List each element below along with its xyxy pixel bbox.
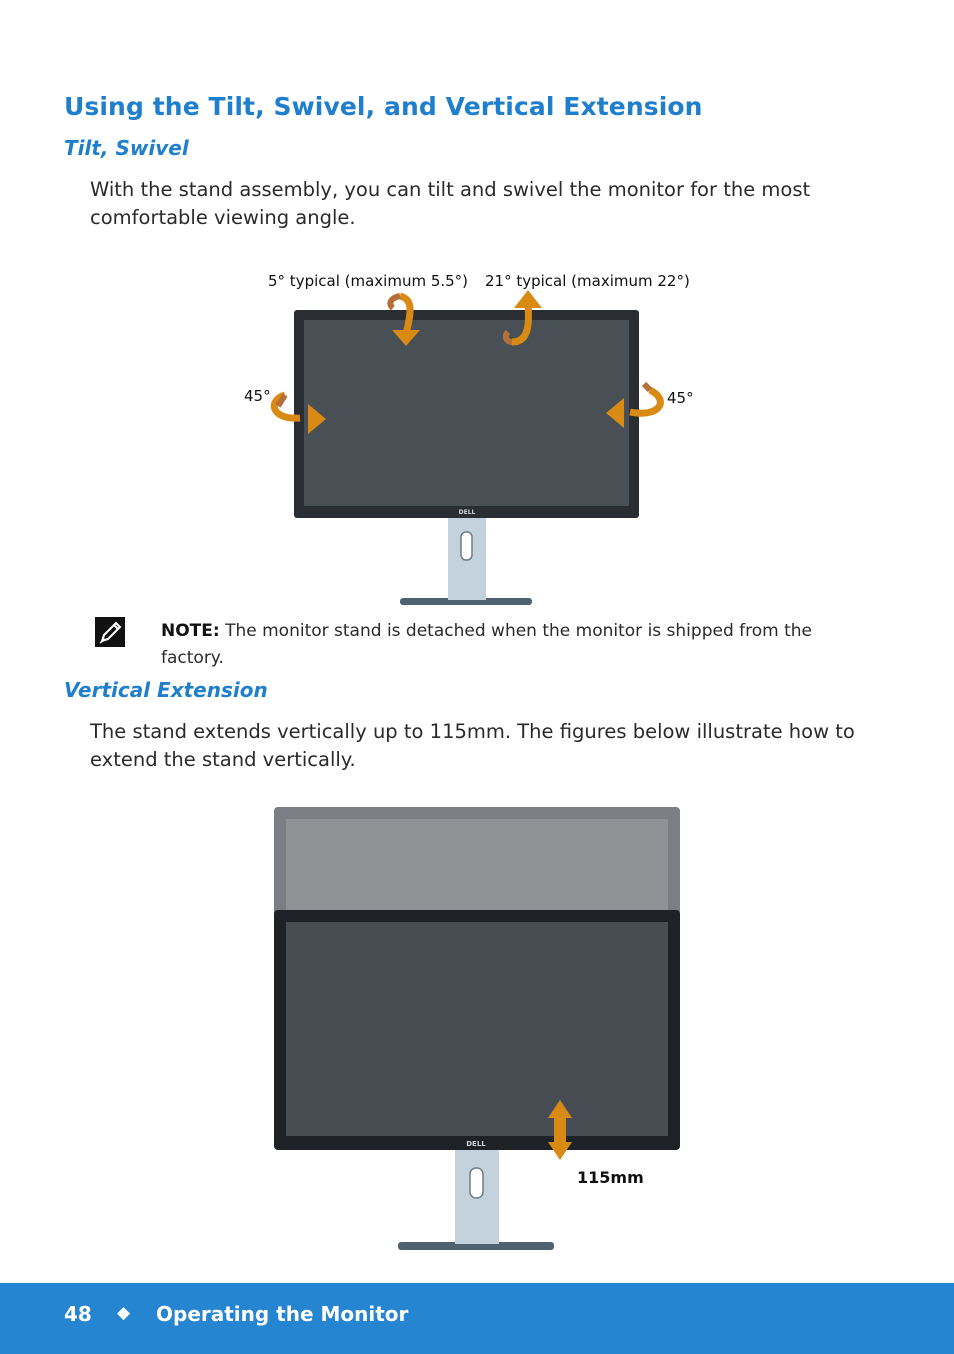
dell-logo: DELL xyxy=(458,509,476,516)
monitor-screen xyxy=(304,320,629,506)
tilt-swivel-figure xyxy=(230,260,730,610)
swivel-right-label: 45° xyxy=(667,389,694,407)
chapter-title: Operating the Monitor xyxy=(156,1302,409,1326)
vertical-extension-figure xyxy=(260,800,680,1260)
tilt-forward-label: 5° typical (maximum 5.5°) xyxy=(268,272,469,290)
page-footer xyxy=(0,1283,954,1354)
note-text xyxy=(161,618,861,672)
note-pencil-icon xyxy=(95,617,125,647)
tilt-swivel-description: With the stand assembly, you can tilt and swivel the monitor for the most comfortable viewing angle. xyxy=(90,178,811,229)
cable-hole xyxy=(470,1168,483,1198)
extension-label: 115mm xyxy=(577,1168,644,1187)
vertical-extension-description: The stand extends vertically up to 115mm. The figures below illustrate how to extend the stand vertically. xyxy=(90,720,855,771)
cable-hole xyxy=(461,532,472,560)
page-number: 48 xyxy=(64,1302,92,1326)
dell-logo: DELL xyxy=(466,1140,486,1148)
section-heading-vertical-extension: Vertical Extension xyxy=(64,678,268,702)
section-heading-tilt-swivel: Tilt, Swivel xyxy=(64,136,189,160)
swivel-left-label: 45° xyxy=(244,387,271,405)
tilt-back-label: 21° typical (maximum 22°) xyxy=(485,272,690,290)
monitor-screen xyxy=(286,922,668,1136)
diamond-separator-icon: ◆ xyxy=(117,1303,131,1323)
note-label: NOTE: xyxy=(161,621,220,641)
page-title: Using the Tilt, Swivel, and Vertical Extension xyxy=(64,92,703,121)
note-body: The monitor stand is detached when the monitor is shipped from the factory. xyxy=(161,621,813,668)
